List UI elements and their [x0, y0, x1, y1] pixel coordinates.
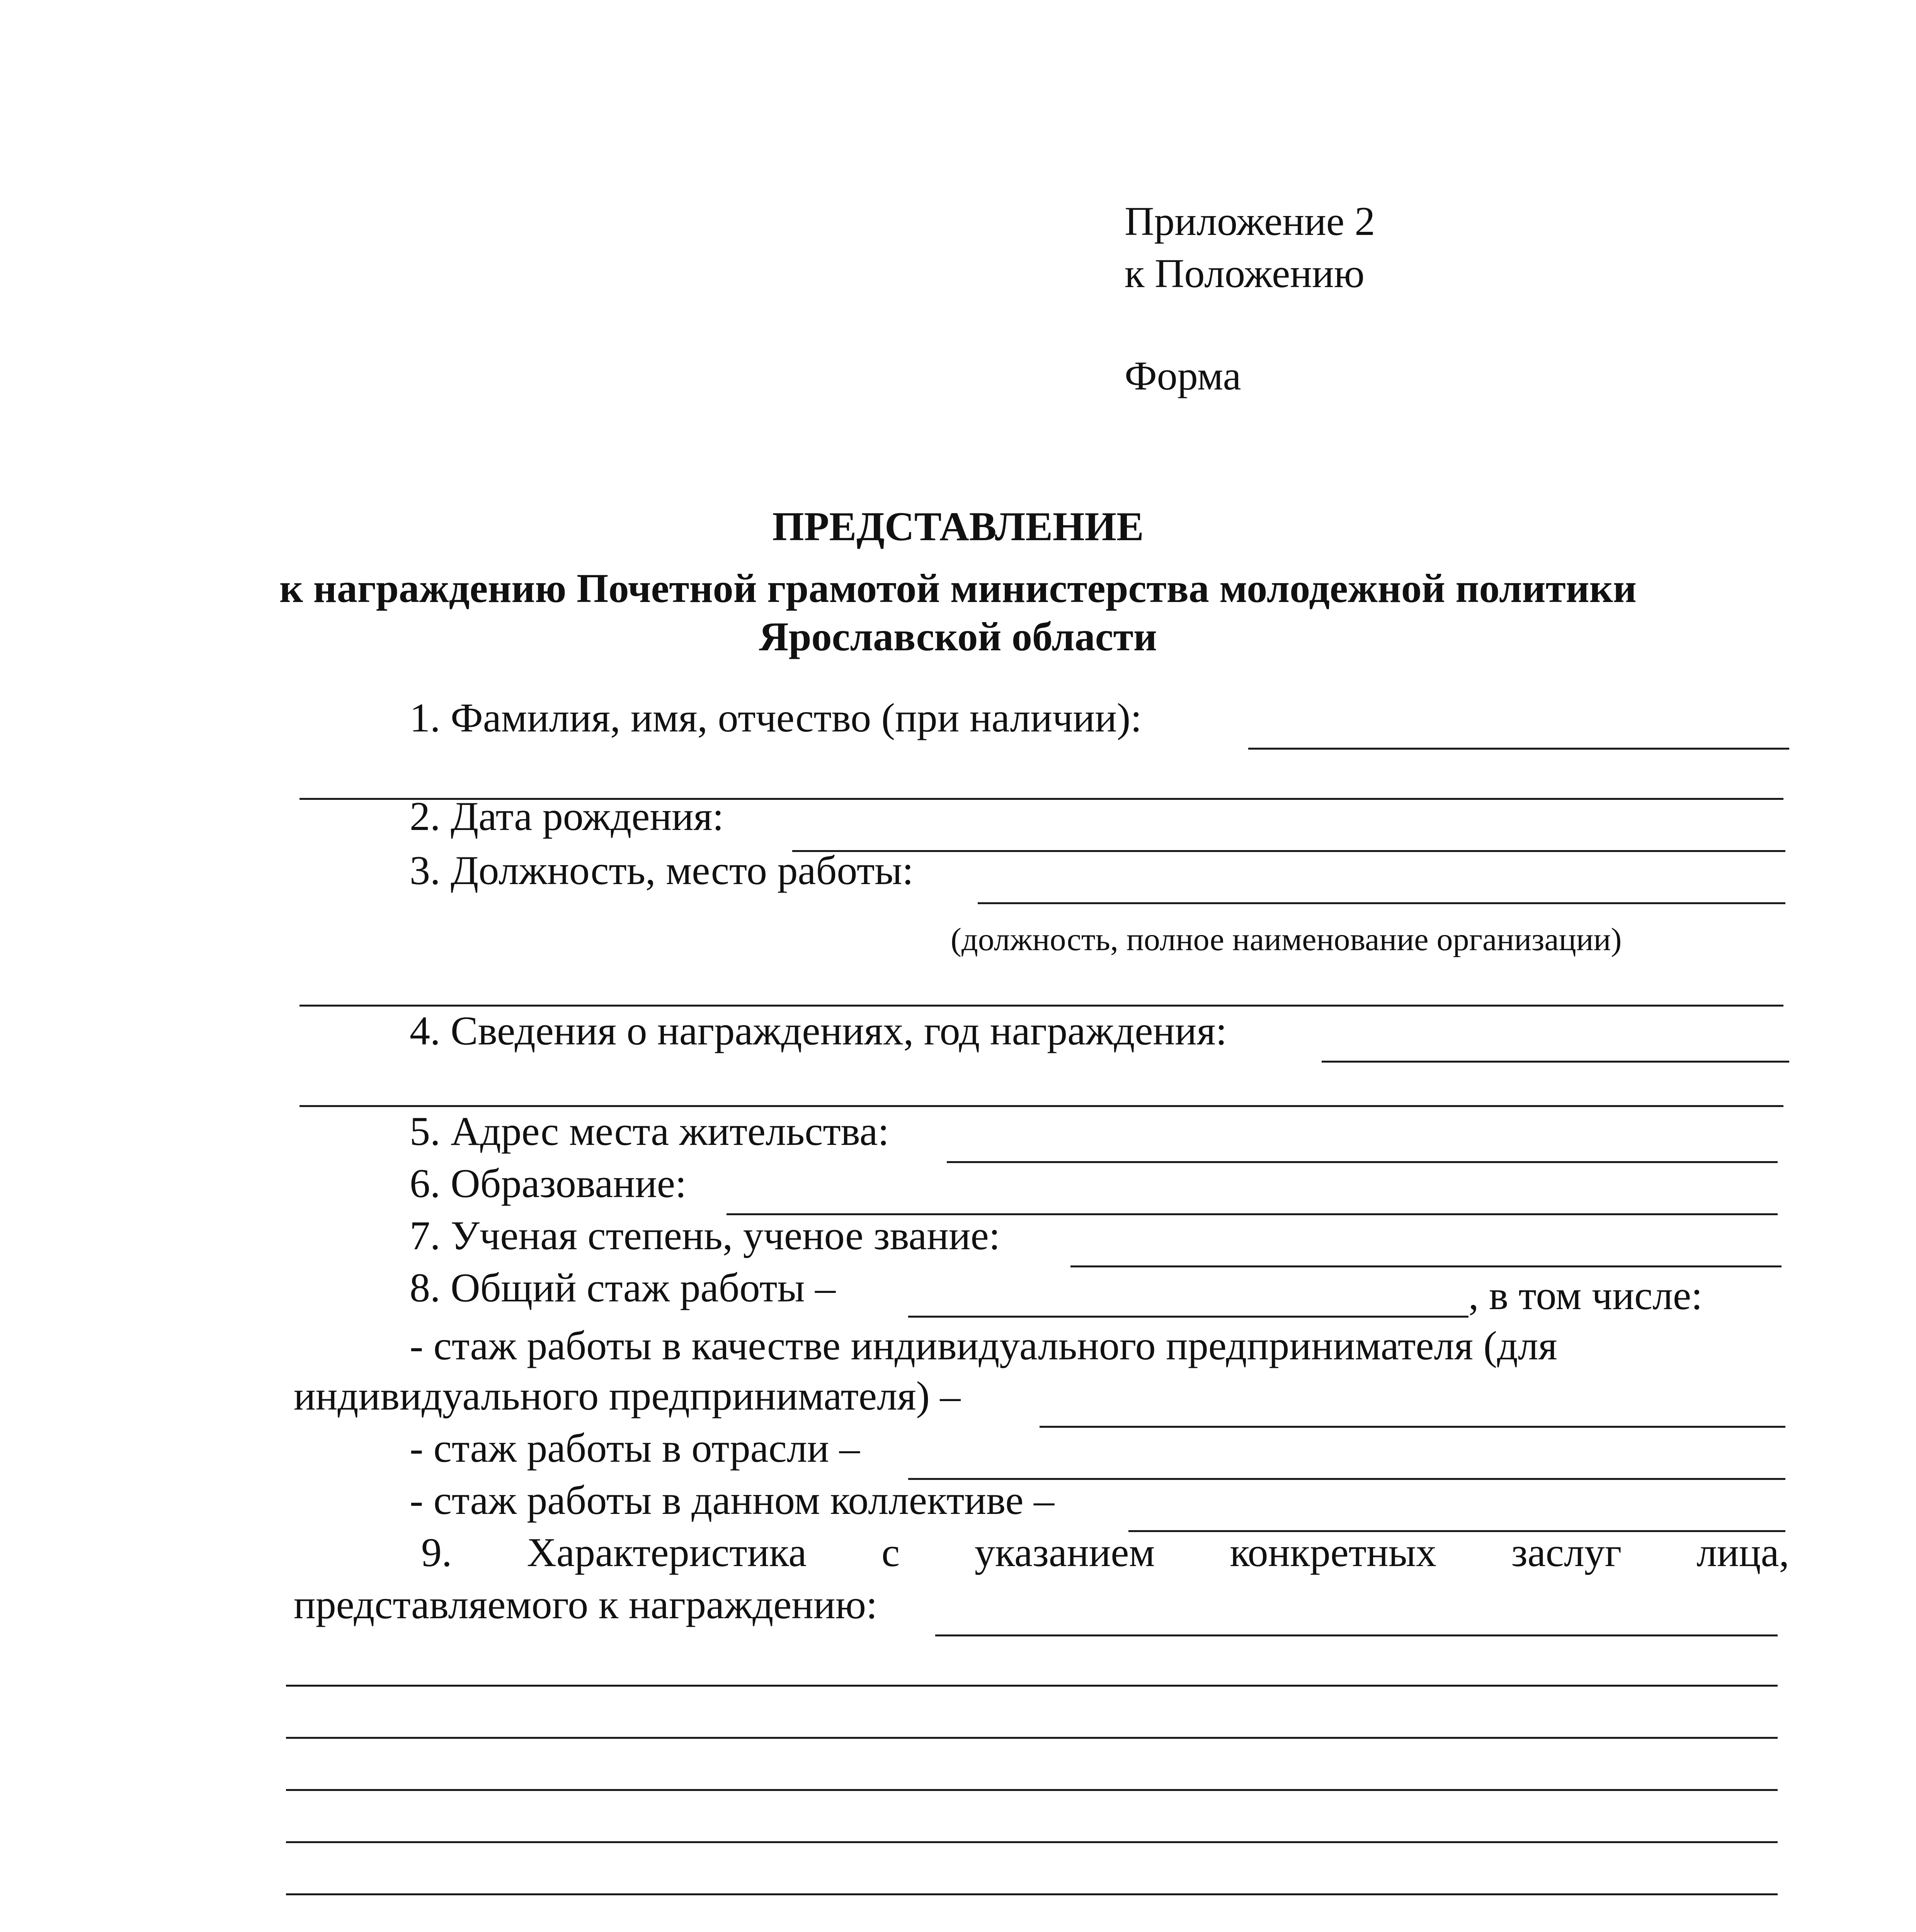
characteristic-line-2[interactable] — [286, 1685, 1778, 1687]
experience-line[interactable] — [908, 1316, 1468, 1318]
field-experience-label: 8. Общий стаж работы – — [410, 1265, 836, 1310]
field-education-label: 6. Образование: — [410, 1161, 687, 1206]
document-subtitle: к награждению Почетной грамотой министерства молодежной политики — [279, 566, 1637, 611]
field-full-name-label: 1. Фамилия, имя, отчество (при наличии): — [410, 695, 1142, 740]
degree-line[interactable] — [1070, 1265, 1782, 1267]
characteristic-line-4[interactable] — [286, 1789, 1778, 1791]
position-line-2[interactable] — [299, 1005, 1783, 1007]
field-ip-experience-label-1: - стаж работы в качестве индивидуального предпринимателя (для — [410, 1323, 1557, 1368]
field-characteristic-label-1: 9. Характеристика с указанием конкретных заслуг лица, — [421, 1530, 1789, 1575]
field-awards-label: 4. Сведения о награждениях, год награждения: — [410, 1008, 1227, 1053]
characteristic-line-1[interactable] — [935, 1634, 1778, 1636]
field-branch-experience-label: - стаж работы в отрасли – — [410, 1425, 860, 1471]
full-name-line[interactable] — [1248, 748, 1789, 750]
characteristic-line-6[interactable] — [286, 1893, 1778, 1895]
characteristic-line-5[interactable] — [286, 1841, 1778, 1843]
position-hint: (должность, полное наименование организации) — [951, 922, 1622, 957]
characteristic-line-3[interactable] — [286, 1737, 1778, 1739]
document-title: ПРЕДСТАВЛЕНИЕ — [772, 504, 1144, 549]
field-characteristic-label-2: представляемого к награждению: — [294, 1582, 878, 1627]
awards-line[interactable] — [1322, 1061, 1789, 1063]
field-team-experience-label: - стаж работы в данном коллективе – — [410, 1478, 1055, 1523]
ip-experience-line[interactable] — [1040, 1426, 1785, 1428]
document-subtitle-region: Ярославской области — [759, 614, 1157, 659]
birth-date-line[interactable] — [792, 850, 1785, 852]
field-ip-experience-label-2: индивидуального предпринимателя) – — [294, 1373, 961, 1418]
field-degree-label: 7. Ученая степень, ученое звание: — [410, 1213, 1001, 1258]
regulation-label: к Положению — [1125, 251, 1365, 296]
appendix-label: Приложение 2 — [1125, 199, 1375, 244]
experience-suffix: , в том числе: — [1468, 1273, 1703, 1318]
field-address-label: 5. Адрес места жительства: — [410, 1109, 889, 1154]
address-line[interactable] — [947, 1161, 1778, 1163]
field-birth-date-label: 2. Дата рождения: — [410, 794, 724, 839]
form-label: Форма — [1125, 353, 1241, 398]
awards-line-2[interactable] — [299, 1105, 1783, 1107]
field-position-label: 3. Должность, место работы: — [410, 848, 914, 893]
position-line[interactable] — [978, 902, 1785, 904]
